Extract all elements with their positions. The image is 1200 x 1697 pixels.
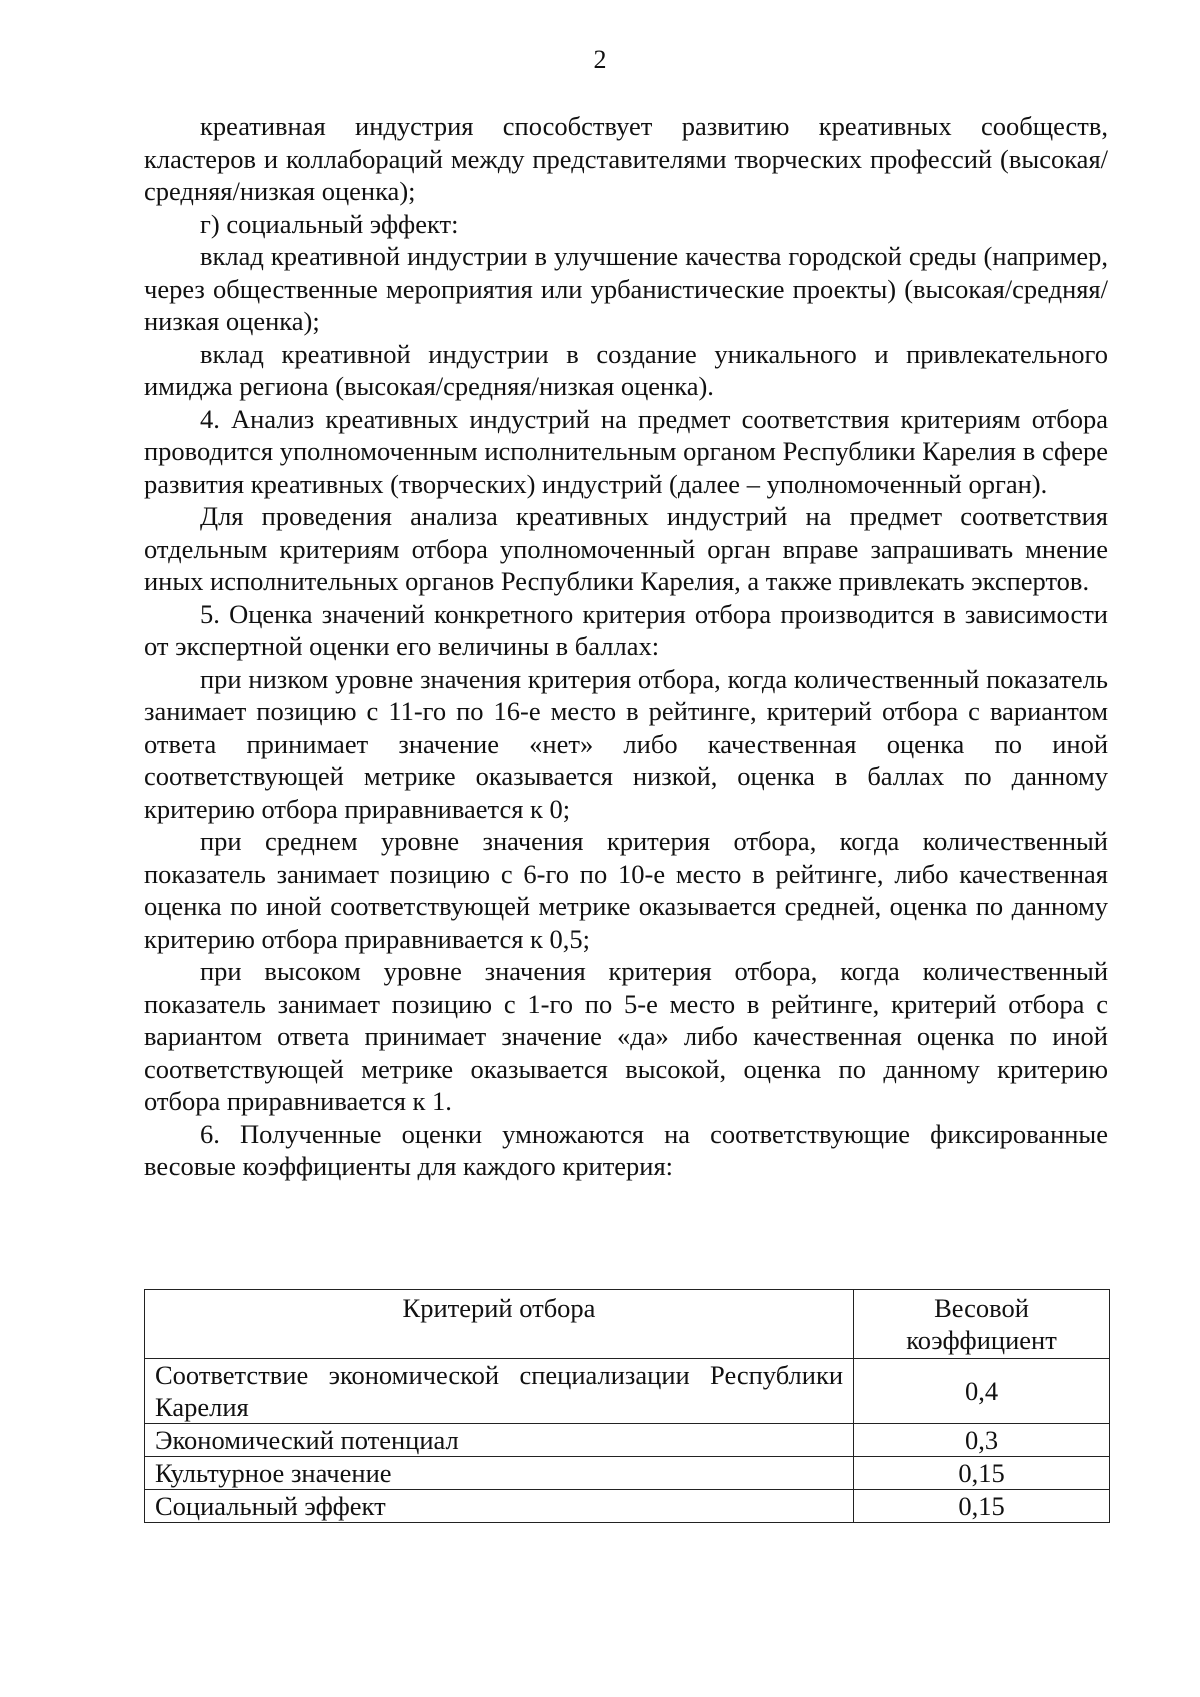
paragraph: креативная индустрия способствует развитию креативных сообществ, кластеров и коллабораций между представителями творческих профессий (высокая/средняя/низкая оценка);	[144, 111, 1108, 206]
paragraph: 5. Оценка значений конкретного критерия отбора производится в зависимости от экспертной оценки его величины в баллах:	[144, 598, 1108, 661]
criterion-cell: Социальный эффект	[145, 1490, 854, 1523]
table-row	[145, 1457, 1110, 1490]
table-row	[145, 1359, 1110, 1424]
criterion-cell: Культурное значение	[145, 1457, 854, 1490]
paragraph: при высоком уровне значения критерия отбора, когда количественный показатель занимает позицию с 1-го по 5-е место в рейтинге, критерий отбора с вариантом ответа принимает значение «да» либо качественная оценка по иной соответствующей метрике оказывается высокой, оценка по данному критерию отбора приравнивается к 1.	[144, 956, 1108, 1116]
table-row	[145, 1424, 1110, 1457]
paragraph: вклад креативной индустрии в создание уникального и привлекательного имиджа региона (высокая/средняя/низкая оценка).	[144, 338, 1108, 401]
weight-coefficients-table	[144, 1289, 1110, 1523]
paragraph: 4. Анализ креативных индустрий на предмет соответствия критериям отбора проводится уполномоченным исполнительным органом Республики Карелия в сфере развития креативных (творческих) индустрий (далее – уполномоченный орган).	[144, 403, 1108, 499]
weight-cell: 0,3	[854, 1424, 1110, 1457]
paragraph: при низком уровне значения критерия отбора, когда количественный показатель занимает позицию с 11-го по 16-е место в рейтинге, критерий отбора с вариантом ответа принимает значение «нет» либо качественная оценка по иной соответствующей метрике оказывается низкой, оценка в баллах по данному критерию отбора приравнивается к 0;	[144, 663, 1108, 824]
criterion-cell: Экономический потенциал	[145, 1424, 854, 1457]
page-number: 2	[593, 45, 607, 74]
paragraph: Для проведения анализа креативных индустрий на предмет соответствия отдельным критериям отбора уполномоченный орган вправе запрашивать мнение иных исполнительных органов Республики Карелия, а также привлекать экспертов.	[144, 501, 1108, 596]
weight-cell: 0,15	[854, 1490, 1110, 1523]
paragraph: при среднем уровне значения критерия отбора, когда количественный показатель занимает позицию с 6-го по 10-е место в рейтинге, либо качественная оценка по иной соответствующей метрике оказывается средней, оценка по данному критерию отбора приравнивается к 0,5;	[144, 826, 1108, 954]
criterion-column-header: Критерий отбора	[145, 1290, 854, 1359]
document-body	[144, 110, 1108, 1183]
table-row	[145, 1490, 1110, 1523]
weight-column-header: Весовой коэффициент	[854, 1290, 1110, 1359]
paragraph: г) социальный эффект:	[200, 208, 459, 239]
paragraph: 6. Полученные оценки умножаются на соответствующие фиксированные весовые коэффициенты для каждого критерия:	[144, 1118, 1108, 1181]
criterion-cell: Соответствие экономической специализации Республики Карелия	[145, 1359, 854, 1424]
weight-cell: 0,15	[854, 1457, 1110, 1490]
paragraph: вклад креативной индустрии в улучшение качества городской среды (например, через общественные мероприятия или урбанистические проекты) (высокая/средняя/низкая оценка);	[144, 241, 1108, 336]
table-header-row	[145, 1290, 1110, 1359]
weight-cell: 0,4	[854, 1359, 1110, 1424]
